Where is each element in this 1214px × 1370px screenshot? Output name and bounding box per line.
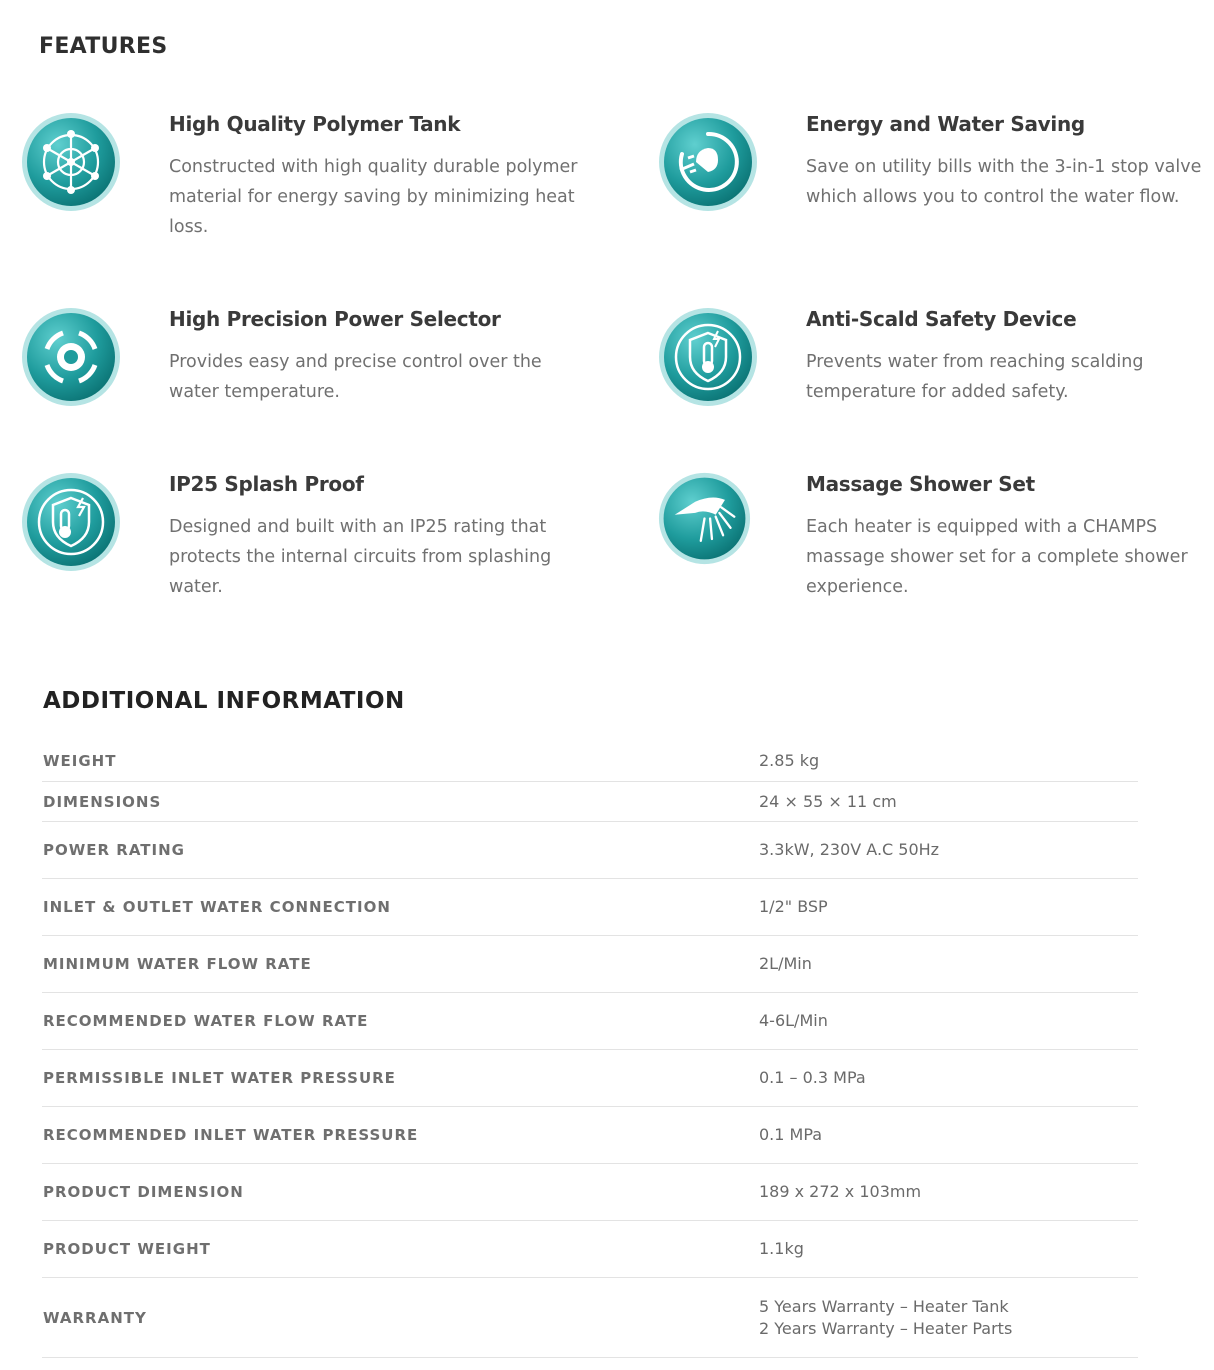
features-heading: FEATURES — [39, 34, 168, 59]
spec-label: WARRANTY — [43, 1308, 147, 1327]
table-row — [42, 1107, 1138, 1164]
table-row — [42, 993, 1138, 1050]
specifications-table — [42, 741, 1138, 1358]
spec-value-text: 0.1 MPa — [759, 1125, 823, 1144]
spec-value — [759, 782, 897, 821]
splash-proof-shield-icon — [21, 472, 121, 572]
feature-energy-saving — [658, 112, 1214, 262]
feature-description: Constructed with high quality durable polymer material for energy saving by minimizing heat loss. — [169, 157, 578, 237]
feature-polymer-tank — [21, 112, 581, 262]
spec-value-text: 1/2" BSP — [759, 897, 828, 916]
spec-value-text: 1.1kg — [759, 1239, 804, 1258]
spec-value-text: 189 x 272 x 103mm — [759, 1182, 922, 1201]
spec-value — [759, 1278, 1012, 1357]
additional-information-heading: ADDITIONAL INFORMATION — [43, 688, 405, 714]
spec-value-text: 2L/Min — [759, 954, 812, 973]
feature-title: IP25 Splash Proof — [169, 472, 364, 496]
spec-label: INLET & OUTLET WATER CONNECTION — [43, 898, 391, 916]
feature-anti-scald — [658, 307, 1214, 457]
feature-massage-shower — [658, 472, 1214, 622]
spec-value-text: 0.1 – 0.3 MPa — [759, 1068, 866, 1087]
feature-title: Massage Shower Set — [806, 472, 1035, 496]
table-row — [42, 741, 1138, 782]
feature-description: Each heater is equipped with a CHAMPS massage shower set for a complete shower experience. — [806, 517, 1188, 597]
spec-value-text: 4-6L/Min — [759, 1011, 828, 1030]
table-row — [42, 822, 1138, 879]
spec-value — [759, 1164, 921, 1220]
shower-head-icon — [658, 472, 758, 572]
feature-title: Energy and Water Saving — [806, 112, 1085, 136]
spec-value — [759, 879, 828, 935]
feature-title: Anti-Scald Safety Device — [806, 307, 1077, 331]
spec-label: RECOMMENDED WATER FLOW RATE — [43, 1012, 369, 1030]
spec-label: WEIGHT — [43, 752, 117, 770]
spec-label: PRODUCT DIMENSION — [43, 1183, 244, 1201]
spec-value-text: 5 Years Warranty – Heater Tank — [759, 1296, 1009, 1316]
spec-value — [759, 741, 819, 781]
spec-value — [759, 993, 828, 1049]
spec-value-text: 2 Years Warranty – Heater Parts — [759, 1318, 1013, 1338]
feature-description: Designed and built with an IP25 rating that protects the internal circuits from splashing water. — [169, 517, 552, 597]
table-row — [42, 1221, 1138, 1278]
polymer-tank-icon — [21, 112, 121, 212]
spec-value — [759, 1221, 804, 1277]
table-row — [42, 782, 1138, 822]
spec-value-text: 3.3kW, 230V A.C 50Hz — [759, 840, 940, 859]
table-row — [42, 1050, 1138, 1107]
spec-label: DIMENSIONS — [43, 792, 162, 811]
spec-value — [759, 936, 812, 992]
spec-value-text: 2.85 kg — [759, 751, 820, 770]
feature-title: High Quality Polymer Tank — [169, 112, 461, 136]
feature-power-selector — [21, 307, 581, 457]
table-row — [42, 936, 1138, 993]
table-row — [42, 879, 1138, 936]
spec-label: PRODUCT WEIGHT — [43, 1240, 211, 1258]
feature-description: Provides easy and precise control over the water temperature. — [169, 352, 542, 402]
spec-value — [759, 822, 939, 878]
spec-value — [759, 1107, 822, 1163]
feature-description: Save on utility bills with the 3-in-1 stop valve which allows you to control the water flow. — [806, 157, 1202, 207]
feature-title: High Precision Power Selector — [169, 307, 501, 331]
spec-label: MINIMUM WATER FLOW RATE — [43, 955, 312, 973]
spec-label: RECOMMENDED INLET WATER PRESSURE — [43, 1126, 419, 1144]
thermometer-shield-icon — [658, 307, 758, 407]
spec-label: PERMISSIBLE INLET WATER PRESSURE — [43, 1069, 396, 1087]
table-row — [42, 1164, 1138, 1221]
feature-description: Prevents water from reaching scalding temperature for added safety. — [806, 352, 1144, 402]
spec-label: POWER RATING — [43, 841, 185, 859]
spec-value — [759, 1050, 866, 1106]
feature-splash-proof — [21, 472, 581, 622]
power-selector-icon — [21, 307, 121, 407]
eco-plug-icon — [658, 112, 758, 212]
spec-value-text: 24 × 55 × 11 cm — [759, 791, 897, 811]
table-row — [42, 1278, 1138, 1358]
